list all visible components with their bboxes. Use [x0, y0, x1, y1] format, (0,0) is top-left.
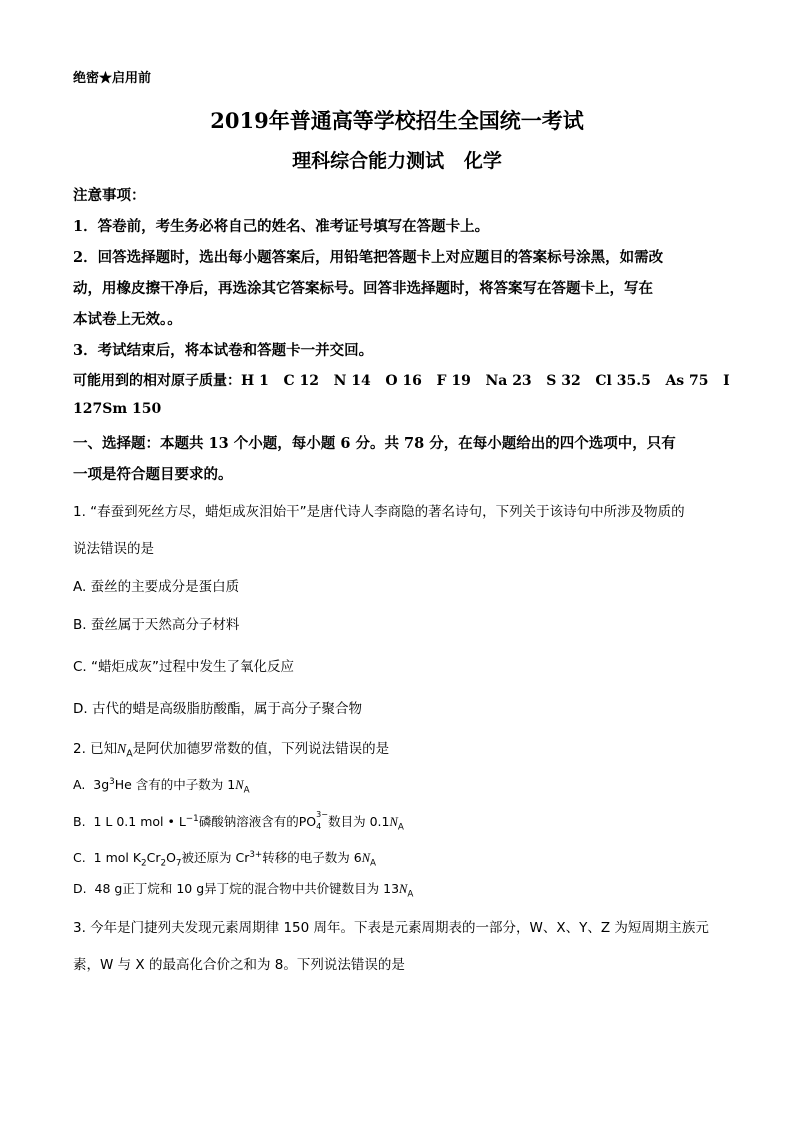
- q2-d-n-sub: A: [407, 889, 414, 900]
- section-1-line-1: 一、选择题：本题共 13 个小题，每小题 6 分。共 78 分，在每小题给出的四个选项中，只有: [73, 435, 676, 452]
- q1-stem-line-2: 说法错误的是: [73, 541, 154, 557]
- q1-option-a: A. 蚕丝的主要成分是蛋白质: [73, 579, 240, 595]
- q1-option-c: C. “蜡炬成灰”过程中发生了氧化反应: [73, 659, 294, 675]
- notes-item-3: 3．考试结束后，将本试卷和答题卡一并交回。: [73, 342, 374, 359]
- q2-d-pre: D. 48 g正丁烷和 10 g异丁烷的混合物中共价键数目为 13: [73, 881, 400, 896]
- q2-stem-post: 是阿伏加德罗常数的值，下列说法错误的是: [132, 741, 390, 757]
- notes-heading: 注意事项：: [73, 187, 146, 204]
- exam-subtitle: [0, 146, 794, 173]
- q2-c-sub-7: 7: [175, 858, 182, 869]
- atomic-masses-line-2: 127Sm 150: [73, 401, 162, 417]
- notes-item-1: 1．答卷前，考生务必将自己的姓名、准考证号填写在答题卡上。: [73, 218, 490, 235]
- phosphate-formula: [298, 810, 328, 831]
- notes-item-2-line-1: 2．回答选择题时，选出每小题答案后，用铅笔把答题卡上对应题目的答案标号涂黑，如需改: [73, 249, 664, 266]
- q2-stem-n: N: [117, 741, 127, 756]
- q2-b-sup: −1: [185, 813, 199, 824]
- q3-stem-line-2: 素，W 与 X 的最高化合价之和为 8。下列说法错误的是: [73, 957, 405, 973]
- q2-b-n-sub: A: [397, 822, 404, 833]
- q2-a-pre: A. 3g: [73, 777, 110, 792]
- q2-c-n: N: [361, 851, 371, 865]
- q3-stem-line-1: 3. 今年是门捷列夫发现元素周期律 150 周年。下表是元素周期表的一部分，W、X、Y、Z 为短周期主族元: [73, 920, 709, 936]
- q2-stem-pre: 2. 已知: [73, 741, 118, 757]
- notes-item-2-line-3: 本试卷上无效。。: [73, 311, 182, 328]
- q2-d-n: N: [399, 882, 408, 896]
- q2-c-cr: Cr: [146, 850, 161, 865]
- exam-title: 2019年普通高等学校招生全国统一考试: [210, 108, 584, 133]
- exam-subtitle-text: 理科综合能力测试 化学: [292, 150, 502, 172]
- atomic-masses-line-1: 可能用到的相对原子质量：H 1 C 12 N 14 O 16 F 19 Na 23 S 32 Cl 35.5 As 75 I: [73, 373, 730, 389]
- section-1-line-2: 一项是符合题目要求的。: [73, 466, 233, 483]
- q2-stem-n-sub: A: [126, 748, 133, 760]
- q2-c-o: O: [166, 850, 176, 865]
- secret-mark: 绝密★启用前: [73, 71, 152, 86]
- q2-option-b: [73, 810, 404, 833]
- q2-option-a: [73, 775, 250, 796]
- q2-c-sub-2a: 2: [141, 858, 147, 869]
- q2-c-sub-2b: 2: [160, 858, 167, 869]
- q2-a-n: N: [235, 778, 244, 792]
- q2-c-n-sub: A: [370, 858, 377, 869]
- q2-b-n: N: [389, 815, 398, 829]
- q2-option-d: [73, 879, 414, 900]
- q2-c-sup: 3+: [249, 849, 263, 860]
- q2-a-sup: 3: [109, 776, 115, 787]
- q1-stem-line-1: 1. “春蚕到死丝方尽，蜡炬成灰泪始干”是唐代诗人李商隐的著名诗句，下列关于该诗句中所涉及物质的: [73, 504, 685, 520]
- phosphate-charge: 3−: [316, 810, 328, 819]
- q2-a-mid: He 含有的中子数为 1: [114, 777, 236, 792]
- q2-a-n-sub: A: [243, 785, 250, 796]
- q1-option-d: D. 古代的蜡是高级脂肪酸酯，属于高分子聚合物: [73, 701, 362, 717]
- q2-option-c: [73, 848, 377, 869]
- phosphate-sub: 4: [316, 822, 322, 831]
- q2-b-pre: B. 1 L 0.1 mol • L: [73, 814, 186, 829]
- q2-c-mid: 被还原为 Cr: [181, 850, 250, 865]
- q1-option-b: B. 蚕丝属于天然高分子材料: [73, 617, 240, 633]
- q2-b-mid: 磷酸钠溶液含有的: [198, 814, 299, 829]
- phosphate-po: PO: [298, 814, 317, 829]
- q2-c-pre: C. 1 mol K: [73, 850, 142, 865]
- notes-item-2-line-2: 动，用橡皮擦干净后，再选涂其它答案标号。回答非选择题时，将答案写在答题卡上，写在: [73, 280, 653, 297]
- q2-c-post: 转移的电子数为 6: [262, 850, 362, 865]
- q2-stem: [73, 737, 390, 760]
- q2-b-post: 数目为 0.1: [328, 814, 390, 829]
